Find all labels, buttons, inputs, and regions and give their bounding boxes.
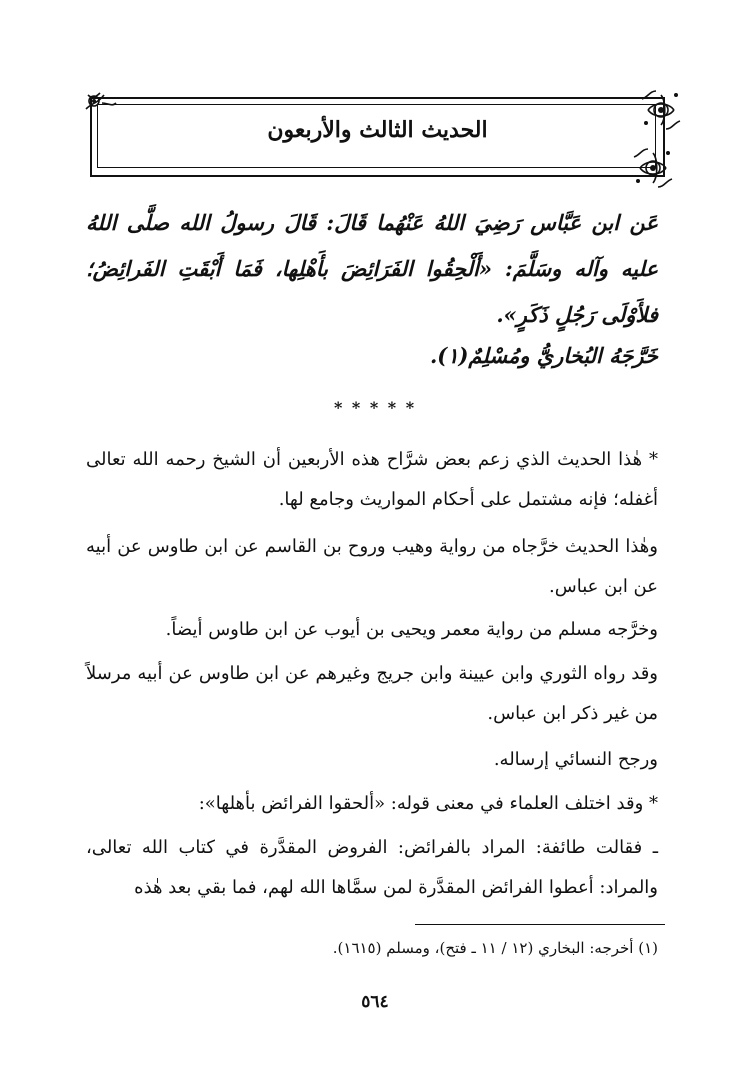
chapter-title-frame	[90, 97, 665, 177]
page-number: ٥٦٤	[361, 992, 389, 1012]
footnote: (١) أخرجه: البخاري (١٢ / ١١ ـ فتح)، ومسلم (١٦١٥).	[332, 939, 658, 957]
hadith-takhrij: خَرَّجَهُ البُخاريُّ ومُسْلِمٌ(١).	[429, 343, 658, 368]
paragraph: * هٰذا الحديث الذي زعم بعض شرَّاح هذه الأربعين أن الشيخ رحمه الله تعالى أغفله؛ فإنه مشتمل على أحكام المواريث وجامع لها.	[86, 449, 658, 510]
footnote-divider	[415, 924, 665, 925]
paragraph: وهٰذا الحديث خرَّجاه من رواية وهيب وروح بن القاسم عن ابن طاوس عن أبيه عن ابن عباس.	[86, 536, 658, 597]
paragraph: وقد رواه الثوري وابن عيينة وابن جريج وغيرهم عن ابن طاوس عن أبيه مرسلاً من غير ذكر ابن عباس.	[86, 663, 658, 724]
paragraph: ـ فقالت طائفة: المراد بالفرائض: الفروض المقدَّرة في كتاب الله تعالى، والمراد: أعطوا الفرائض المقدَّرة لمن سمَّاها الله لهم، فما بقي بعد هٰذه	[86, 837, 658, 898]
hadith-text: عَن ابن عَبَّاس رَضِيَ اللهُ عَنْهُما قَالَ: قَالَ رسولُ الله صلَّى اللهُ عليه وآله وسَلَّمَ: «أَلْحِقُوا الفَرَائِضَ بأَهْلِها، فَمَا أَبْقَتِ الفَرائِضُ؛ فلأَوْلَى رَجُلٍ ذَكَرٍ».	[86, 210, 658, 327]
paragraph: * وقد اختلف العلماء في معنى قوله: «ألحقوا الفرائض بأهلها»:	[198, 793, 658, 814]
paragraph: ورجح النسائي إرساله.	[493, 749, 658, 770]
chapter-title: الحديث الثالث والأربعون	[267, 117, 488, 143]
paragraph: وخرَّجه مسلم من رواية معمر ويحيى بن أيوب عن ابن طاوس أيضاً.	[165, 619, 658, 640]
section-separator: * * * * *	[333, 398, 417, 417]
corner-ornament-icon	[630, 145, 676, 191]
